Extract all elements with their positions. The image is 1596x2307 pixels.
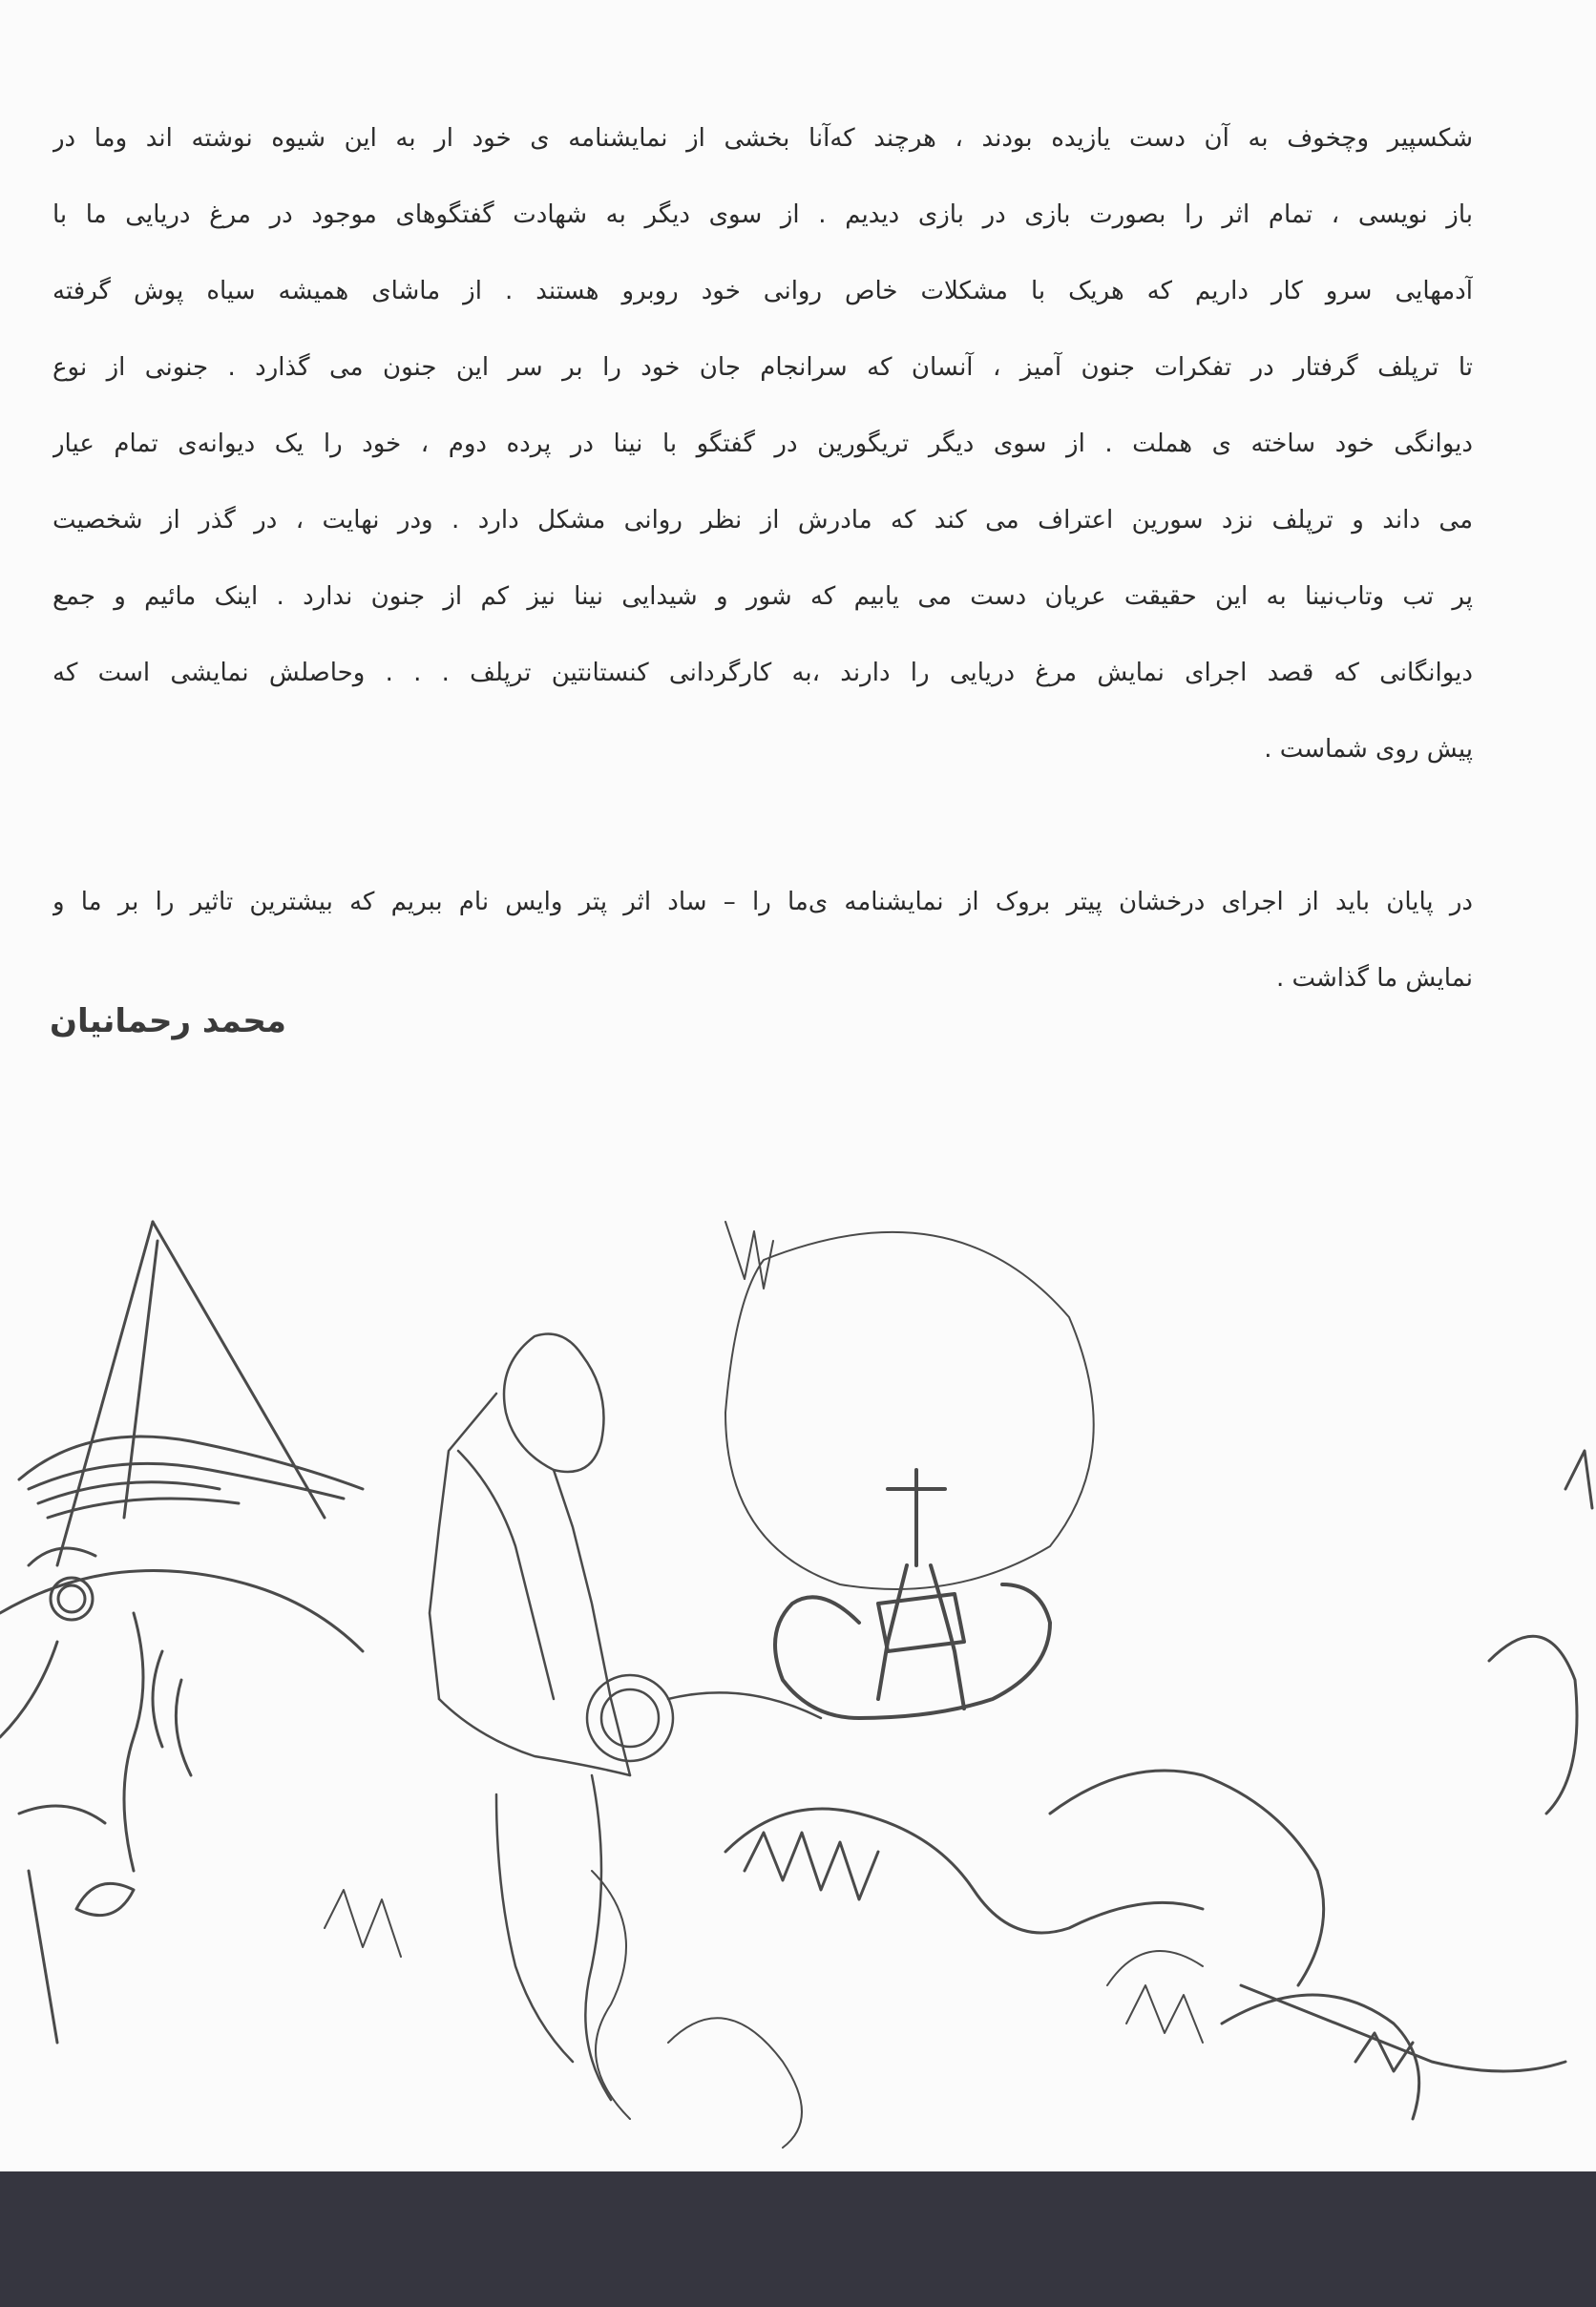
text-line: شکسپیر وچخوف به آن دست یازیده بودند ، هرچند که‌آنا بخشی از نمایشنامه ی خود ار به این شیوه نوشته اند وما در <box>52 124 1473 153</box>
text-line: پیش روی شماست . <box>1264 735 1473 764</box>
scribble-marks <box>325 1871 1203 2148</box>
hunched-figure-sketch <box>430 1334 821 2101</box>
text-line: نمایش ما گذاشت . <box>1275 964 1473 993</box>
pencil-sketch-illustration <box>0 1203 1596 2157</box>
text-line: باز نویسی ، تمام اثر را بصورت بازی در بازی دیدیم . از سوی دیگر به شهادت گفتگوهای موجود در مرغ دریایی ما با <box>52 200 1473 229</box>
text-line: آدمهایی سرو کار داریم که هریک با مشکلات خاص روانی خود روبرو هستند . از ماشای همیشه سیاه پوش گرفته <box>52 277 1473 305</box>
left-face-sketch <box>0 1548 191 2043</box>
large-oval-sketch <box>725 1222 1094 1589</box>
text-line: در پایان باید از اجرای درخشان پیتر بروک از نمایشنامه ی‌ما را – ساد اثر پتر وایس نام ببریم که بیشترین تاثیر را بر ما و <box>52 888 1473 916</box>
footer-band <box>0 2171 1596 2307</box>
text-line: دیوانگانی که قصد اجرای نمایش مرغ دریایی را دارند ،به کارگردانی کنستانتین ترپلف . . . وحاصلش نمایشی است که <box>52 659 1473 687</box>
text-line: می داند و ترپلف نزد سورین اعتراف می کند که مادرش از نظر روانی مشکل دارد . ودر نهایت ، در گذر از شخصیت <box>52 506 1473 535</box>
author-signature: محمد رحمانیان <box>50 1002 286 1040</box>
text-line: دیوانگی خود ساخته ی هملت . از سوی دیگر تریگورین در گفتگو با نینا در پرده دوم ، خود را یک دیوانه‌ی تمام عیار <box>52 430 1473 458</box>
rider-figure-sketch <box>775 1470 1050 1718</box>
text-line: تا ترپلف گرفتار در تفکرات جنون آمیز ، آنسان که سرانجام جان خود را بر سر این جنون می گذارد . جنونی از نوع <box>52 353 1473 382</box>
paragraph-1 <box>52 113 1473 800</box>
text-line: پر تب وتاب‌نینا به این حقیقت عریان دست می یابیم که شور و شیدایی نینا نیز کم از جنون ندارد . اینک مائیم و جمع <box>52 582 1473 611</box>
